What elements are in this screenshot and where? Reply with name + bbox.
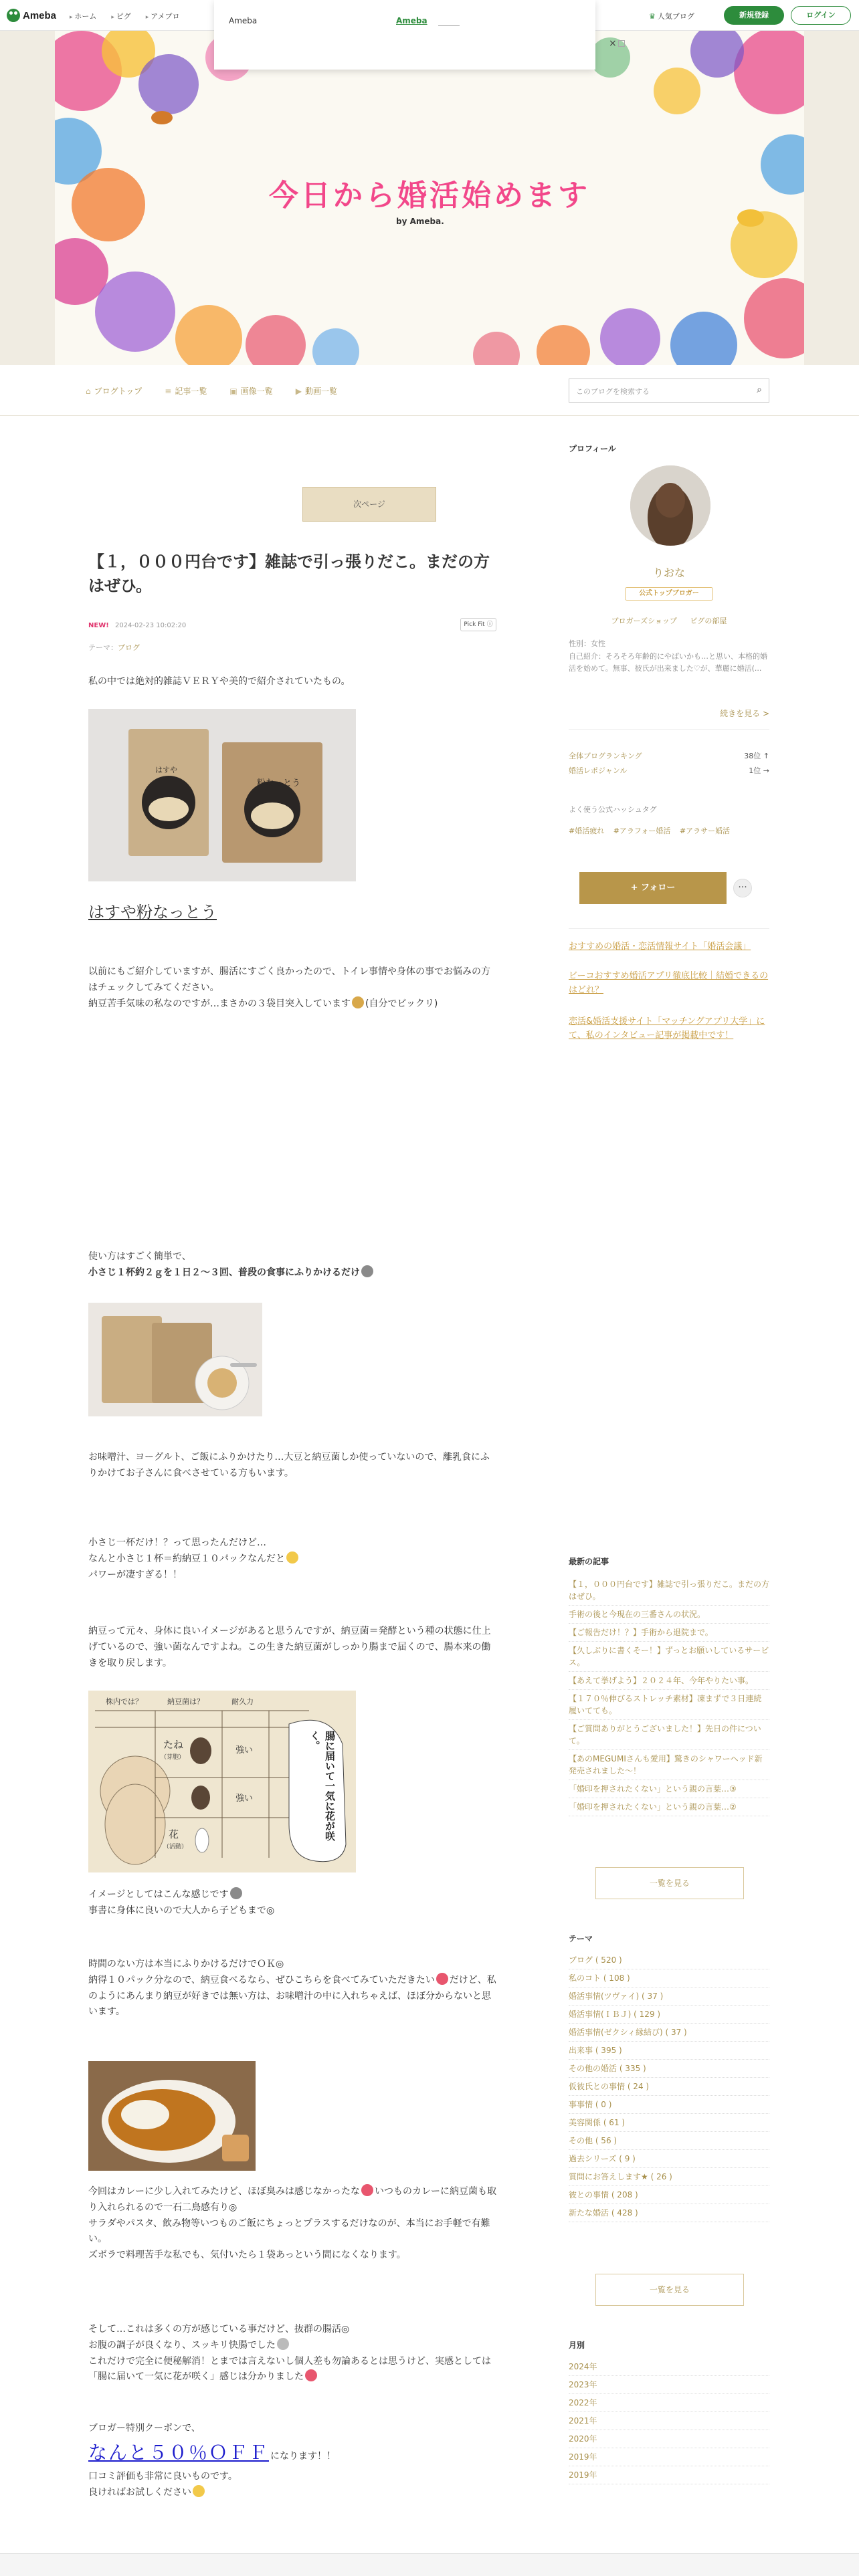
follow-button[interactable]: + フォロー: [579, 872, 727, 904]
themes-heading: テーマ: [569, 1934, 593, 1943]
diagram-header: 耐久力: [231, 1697, 254, 1706]
recent-item[interactable]: 【あのMEGUMIさんも愛用】驚きのシャワーヘッド新発売されました〜！: [569, 1750, 769, 1780]
product-link[interactable]: はすや粉なっとう: [88, 903, 217, 922]
article-title[interactable]: 【１，０００円台です】雑誌で引っ張りだこ。まだの方はぜひ。: [88, 552, 490, 595]
theme-item[interactable]: 婚活事情(ゼクシィ縁結び) ( 37 ): [569, 2024, 769, 2042]
ranking-value: 38位 ↑: [744, 752, 769, 760]
paragraph: [88, 1957, 496, 2020]
diagram-header: 納豆菌は？: [167, 1697, 204, 1706]
profile-more-link[interactable]: 続きを見る >: [720, 709, 769, 718]
global-nav: [70, 11, 180, 21]
month-item[interactable]: 2019年: [569, 2466, 769, 2484]
emoji-icon: [352, 996, 364, 1008]
month-item[interactable]: 2019年: [569, 2448, 769, 2466]
text: サラダやパスタ、飲み物等いつものご飯にちょっとプラスするだけなのが、本当にお手軽で有難い。: [88, 2218, 490, 2245]
coupon-line: [88, 2438, 336, 2465]
natto-diagram[interactable]: [88, 1691, 356, 1872]
ameba-frog-icon: [7, 9, 20, 22]
emoji-icon: [305, 2369, 317, 2381]
recent-list: [569, 1576, 769, 1816]
ad-link[interactable]: おすすめの婚活・恋活情報サイト「婚活会議」: [569, 942, 751, 952]
close-icon[interactable]: ×: [609, 38, 617, 49]
theme-item[interactable]: その他 ( 56 ): [569, 2132, 769, 2150]
theme-item[interactable]: 美容関係 ( 61 ): [569, 2114, 769, 2132]
bottom-bar: [0, 2553, 859, 2576]
theme-item[interactable]: 出来事 ( 395 ): [569, 2042, 769, 2060]
paragraph: [88, 2322, 496, 2385]
search-placeholder: このブログを検索する: [576, 387, 650, 396]
nav-home[interactable]: ▸ ホーム: [70, 11, 96, 21]
emoji-icon: [277, 2338, 289, 2350]
text: 納豆苦手気味の私なのですが…まさかの３袋目突入しています: [88, 998, 351, 1009]
article-date: 2024-02-23 10:02:20: [114, 622, 187, 629]
popup-label: Ameba: [229, 16, 258, 25]
hashtag-list: [569, 825, 737, 836]
theme-item[interactable]: 婚活事情(ツヴァイ) ( 37 ): [569, 1988, 769, 2006]
month-item[interactable]: 2022年: [569, 2394, 769, 2412]
diagram-label: （芽胞）: [161, 1754, 185, 1761]
themes-list-button[interactable]: 一覧を見る: [595, 2274, 744, 2306]
paragraph: [88, 1249, 496, 1281]
recent-item[interactable]: 【１７０％伸びるストレッチ素材】凍まずで３日連続履いてても。: [569, 1690, 769, 1720]
blog-title-wrap: [55, 171, 804, 214]
monthly-list: [569, 2358, 769, 2484]
text: パワーが凄すぎる！！: [88, 1569, 182, 1580]
coupon-suffix: になります！！: [270, 2451, 337, 2462]
emoji-icon: [193, 2485, 205, 2497]
ad-link[interactable]: ビーコおすすめ婚活アプリ徹底比較｜結婚できるのはどれ？: [569, 971, 769, 995]
blog-title: 今日から婚活始めます: [269, 179, 590, 213]
theme-item[interactable]: 仮彼氏との事情 ( 24 ): [569, 2078, 769, 2096]
themes-list: [569, 1951, 769, 2222]
popup-value[interactable]: Ameba: [396, 16, 427, 25]
paragraph: [88, 2469, 496, 2501]
genre-value: 1位 →: [749, 766, 769, 775]
popular-label: 人気ブログ: [657, 12, 694, 21]
home-icon: ⌂: [86, 387, 91, 396]
paragraph: 私の中では絶対的雑誌ＶＥＲＹや美的で紹介されていたもの。: [88, 676, 351, 687]
text: 今回はカレーに少し入れてみたけど、ほぼ臭みは感じなかったな: [88, 2186, 360, 2197]
theme-item[interactable]: 彼との事情 ( 208 ): [569, 2186, 769, 2204]
product-image[interactable]: [88, 1303, 262, 1416]
theme-item[interactable]: 私のコト ( 108 ): [569, 1969, 769, 1988]
recent-heading: 最新の記事: [569, 1557, 609, 1566]
paragraph: [88, 1535, 496, 1583]
search-icon[interactable]: ⌕: [757, 385, 762, 395]
search-suggest-popup: [214, 0, 617, 70]
monthly-heading: 月別: [569, 2341, 585, 2350]
svg-text:はすや: はすや: [155, 766, 177, 774]
text: そして…これは多くの方が感じている事だけど、抜群の腸活◎: [88, 2324, 350, 2335]
text: 良ければお試しください: [88, 2486, 191, 2498]
bloggers-shop-link[interactable]: ブロガーズショップ: [611, 617, 677, 625]
popular-blogs-link[interactable]: [649, 11, 694, 21]
by-ameba: by Ameba.: [396, 217, 444, 226]
image-icon: ▣: [229, 387, 237, 396]
theme-item[interactable]: 質問にお答えします★ ( 26 ): [569, 2168, 769, 2186]
diagram-label: たね: [163, 1739, 184, 1751]
list-icon: ≡: [165, 387, 172, 396]
text: 事書に身体に良いので大人から子どもまで◎: [88, 1905, 275, 1916]
text: いつものカレーに納豆菌も取り入れられるので一石二鳥感有り◎: [88, 2186, 496, 2213]
article-meta: [88, 622, 186, 629]
paragraph: [88, 964, 496, 1012]
crown-icon: ♛: [649, 12, 656, 21]
more-options-icon[interactable]: ···: [733, 879, 752, 897]
profile-links: [569, 615, 769, 626]
register-button[interactable]: 新規登録: [724, 6, 784, 25]
recent-item[interactable]: 【久しぶりに書くそー！】ずっとお願いしているサービス。: [569, 1642, 769, 1672]
text: これだけで完全に便秘解消！とまでは言えないし個人差も勿論あるとは思うけど、実感としては「腸に届いて一気に花が咲く」感じは分かりました: [88, 2355, 491, 2383]
text: 小さじ一杯だけ！？って思ったんだけど…: [88, 1537, 266, 1548]
recent-item[interactable]: 【ご報告だけ！？】手術から退院まで。: [569, 1624, 769, 1642]
emoji-icon: [230, 1887, 242, 1899]
official-blogger-badge: 公式トップブロガー: [625, 587, 713, 601]
text: 使い方はすごく簡単で、: [88, 1251, 191, 1262]
avatar[interactable]: [630, 465, 710, 546]
emoji-icon: [436, 1973, 448, 1985]
diagram-value: 強い: [235, 1745, 254, 1755]
paragraph: 納豆って元々、身体に良いイメージがあると思うんですが、納豆菌＝発酵という種の状態に仕上げているので、強い菌なんですよね。この生きた納豆菌がしっかり腸まで届くので、腸本来の働きを取り戻します。: [88, 1626, 491, 1669]
month-item[interactable]: 2024年: [569, 2358, 769, 2376]
text: 以前にもご紹介していますが、腸活にすごく良かったので、トイレ事情や身体の事でお悩みの方はチェックしてみてください。: [88, 966, 491, 993]
paragraph: [88, 2184, 496, 2264]
hashtag-link[interactable]: #婚活疲れ: [569, 827, 605, 835]
paragraph: [88, 1887, 496, 1919]
coupon-link[interactable]: なんと５０％ＯＦＦ: [88, 2442, 270, 2464]
profile-text: 性別：女性 自己紹介：そろそろ年齢的にやばいかも…と思い、本格的婚活を始めて。無事、彼氏が出来ました♡が、華麗に婚活(...: [569, 639, 767, 673]
diagram-label: （活動）: [163, 1844, 188, 1850]
theme-link[interactable]: ブログ: [118, 643, 140, 652]
svg-text:粉なっとう: 粉なっとう: [257, 778, 301, 788]
popup-checkbox[interactable]: [618, 40, 625, 47]
paragraph: ブロガー特別クーポンで、: [88, 2423, 201, 2434]
theme-item[interactable]: 婚活事情(ＩＢＪ) ( 129 ): [569, 2006, 769, 2024]
theme-item[interactable]: 過去シリーズ ( 9 ): [569, 2150, 769, 2168]
hashtag-link[interactable]: #アラサー婚活: [679, 827, 731, 835]
text: 小さじ１杯約２ｇを１日２〜３回、普段の食事にふりかけるだけ: [88, 1267, 360, 1278]
hashtag-link[interactable]: #アラフォー婚活: [613, 827, 671, 835]
pickfit-button[interactable]: Pick Fit ⓘ: [460, 618, 496, 631]
recent-item[interactable]: 「婚印を押されたくない」という親の言葉…②: [569, 1798, 769, 1816]
nav-ameblo[interactable]: ▸ アメブロ: [146, 11, 180, 21]
blog-search-input[interactable]: [569, 379, 769, 403]
ranking-row[interactable]: [569, 750, 769, 761]
pigg-room-link[interactable]: ピグの部屋: [690, 617, 727, 625]
ad-link[interactable]: 恋活&婚活支援サイト「マッチングアプリ大学」にて、私のインタビュー記事が掲載中です！: [569, 1016, 765, 1041]
month-item[interactable]: 2023年: [569, 2376, 769, 2394]
next-page-button[interactable]: 次ページ: [302, 487, 436, 522]
video-icon: ▶: [295, 387, 302, 396]
blog-nav: [0, 365, 859, 416]
recent-item[interactable]: 【１，０００円台です】雑誌で引っ張りだこ。まだの方はぜひ。: [569, 1576, 769, 1606]
paragraph: お味噌汁、ヨーグルト、ご飯にふりかけたり…大豆と納豆菌しか使っていないので、離乳食にふりかけてお子さんに食べさせている方もいます。: [88, 1452, 490, 1479]
theme-item[interactable]: その他の婚活 ( 335 ): [569, 2060, 769, 2078]
recent-item[interactable]: 【ご質問ありがとうございました！】先日の件について。: [569, 1720, 769, 1750]
emoji-icon: [361, 1265, 373, 1277]
article-theme: [88, 642, 140, 653]
diagram-header: 株内では？: [106, 1697, 142, 1706]
genre-label: 婚活レポジャンル: [569, 766, 628, 775]
text: イメージとしてはこんな感じです: [88, 1889, 229, 1900]
text: 納得１０パック分なので、納豆食べるなら、ぜひこちらを食べてみていただきたい: [88, 1974, 435, 1985]
month-item[interactable]: 2021年: [569, 2412, 769, 2430]
emoji-icon: [286, 1551, 298, 1564]
popup-underline: [438, 25, 460, 26]
diagram-label: 花: [169, 1828, 179, 1840]
nav-blog-top[interactable]: ⌂ ブログトップ: [86, 387, 142, 396]
text: 時間のない方は本当にふりかけるだけでＯＫ◎: [88, 1959, 284, 1969]
theme-item[interactable]: 新たな婚活 ( 428 ): [569, 2204, 769, 2222]
nav-video-list[interactable]: ▶ 動画一覧: [295, 387, 337, 396]
diagram-speech-bubble: 腸に届いて一気に花が咲く。: [308, 1731, 336, 1841]
theme-label: テーマ：: [88, 643, 118, 652]
text: お腹の調子が良くなり、スッキリ快腸でした: [88, 2339, 276, 2351]
logo-text: Ameba: [23, 9, 57, 21]
emoji-icon: [361, 2184, 373, 2196]
text: なんと小さじ１杯＝約納豆１０パックなんだと: [88, 1553, 285, 1564]
blog-header-image[interactable]: [55, 31, 804, 365]
month-item[interactable]: 2020年: [569, 2430, 769, 2448]
genre-ranking-row[interactable]: [569, 765, 769, 776]
hashtag-heading: よく使う公式ハッシュタグ: [569, 805, 657, 814]
text: (自分でビックリ): [365, 998, 438, 1009]
product-image[interactable]: [88, 709, 356, 881]
ameba-logo[interactable]: [7, 8, 56, 23]
curry-image[interactable]: [88, 2061, 256, 2171]
recent-item[interactable]: 手術の後と今現在の三番さんの状況。: [569, 1606, 769, 1624]
profile-name[interactable]: りおな: [652, 566, 685, 579]
nav-pigg[interactable]: ▸ ピグ: [111, 11, 130, 21]
main-content: [0, 416, 859, 2576]
ranking-label: 全体ブログランキング: [569, 752, 642, 760]
text: だけど、私のようにあんまり納豆が好きでは無い方は、お味噌汁の中に入れちゃえば、ほぼ分からないと思います。: [88, 1974, 496, 2018]
recent-item[interactable]: 「婚印を押されたくない」という親の言葉…③: [569, 1780, 769, 1798]
login-button[interactable]: ログイン: [791, 6, 851, 25]
theme-item[interactable]: ブログ ( 520 ): [569, 1951, 769, 1969]
text: ズボラで料理苦手な私でも、気付いたら１袋あっという間になくなります。: [88, 2250, 406, 2261]
nav-article-list[interactable]: ≡ 記事一覧: [165, 387, 207, 396]
nav-image-list[interactable]: ▣ 画像一覧: [229, 387, 273, 396]
theme-item[interactable]: 事事情 ( 0 ): [569, 2096, 769, 2114]
recent-list-button[interactable]: 一覧を見る: [595, 1867, 744, 1899]
recent-item[interactable]: 【あえて挙げよう】２０２４年、今年やりたい事。: [569, 1672, 769, 1690]
text: 口コミ評価も非常に良いものです。: [88, 2471, 237, 2482]
diagram-value: 強い: [235, 1794, 254, 1804]
new-badge: NEW!: [88, 622, 109, 629]
profile-heading: プロフィール: [569, 444, 616, 453]
